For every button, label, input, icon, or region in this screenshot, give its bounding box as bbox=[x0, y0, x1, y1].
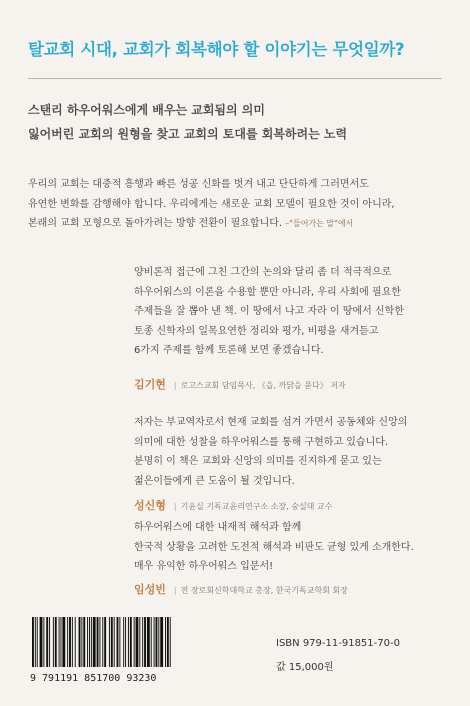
review-3 bbox=[134, 518, 448, 577]
review-line: 주제들을 잘 뽑아 낸 책. 이 땅에서 나고 자라 이 땅에서 신학한 bbox=[134, 306, 404, 317]
review-line: 한국적 상황을 고려한 도전적 해석과 비판도 균형 있게 소개한다. bbox=[134, 541, 414, 553]
intro-excerpt bbox=[28, 175, 448, 234]
reviewer-affiliation: 기윤실 기독교윤리연구소 소장, 숭실대 교수 bbox=[180, 502, 333, 511]
review-line: 하우어워스의 이론을 수용할 뿐만 아니라, 우리 사회에 필요한 bbox=[134, 286, 401, 298]
review-1 bbox=[134, 263, 448, 361]
headline: 탈교회 시대, 교회가 회복해야 할 이야기는 무엇일까? bbox=[28, 40, 405, 59]
review-2 bbox=[134, 413, 448, 491]
price: 값 15,000원 bbox=[276, 662, 334, 673]
reviewer-affiliation: 로고스교회 담임목사, 《읍, 까닭을 묻다》 저자 bbox=[180, 381, 346, 390]
subheading-1: 스탠리 하우어워스에게 배우는 교회됨의 의미 bbox=[28, 103, 265, 117]
reviewer-affiliation: 전 장로회신학대학교 총장, 한국기독교학회 회장 bbox=[180, 586, 348, 595]
divider bbox=[28, 78, 442, 79]
review-line: 하우어워스에 대한 내재적 해석과 함께 bbox=[134, 522, 302, 533]
barcode-image bbox=[30, 617, 228, 667]
review-line: 저자는 부교역자로서 현재 교회를 섬겨 가면서 공동체와 신앙의 bbox=[134, 417, 408, 428]
intro-line-text: 본래의 교회 모형으로 돌아가려는 방향 전환이 필요합니다. bbox=[28, 218, 283, 229]
reviewer-name: 성신형 bbox=[134, 499, 166, 512]
review-line: 젊은이들에게 큰 도움이 될 것입니다. bbox=[134, 475, 295, 487]
intro-line bbox=[28, 214, 448, 234]
review-line: 양비론적 접근에 그친 그간의 논의와 달리 좀 더 적극적으로 bbox=[134, 267, 392, 278]
intro-line: 우리의 교회는 대중적 흥행과 빠른 성공 신화를 벗겨 내고 단단하게 그러면서도 bbox=[28, 179, 369, 190]
barcode-number: 9 791191 851700 93230 bbox=[30, 673, 157, 684]
review-line: 분명히 이 책은 교회와 신앙의 의미를 진지하게 묻고 있는 bbox=[134, 456, 382, 467]
reviewer-name: 김기현 bbox=[134, 378, 166, 391]
reviewer-name: 임성빈 bbox=[134, 583, 166, 596]
isbn: ISBN 979-11-91851-70-0 bbox=[276, 638, 400, 649]
review-line: 의미에 대한 성찰을 하우어워스를 통해 구현하고 있습니다. bbox=[134, 436, 389, 448]
review-line: 토종 신학자의 일목요연한 정리와 평가, 비평을 새겨듣고 bbox=[134, 325, 379, 337]
intro-source: –"들어가는 말"에서 bbox=[285, 219, 354, 228]
subheading-2: 잃어버린 교회의 원형을 찾고 교회의 토대를 회복하려는 노력 bbox=[28, 127, 348, 141]
review-line: 매우 유익한 하우어워스 입문서! bbox=[134, 561, 274, 572]
review-3-signature: 임성빈 | 전 장로회신학대학교 총장, 한국기독교학회 회장 bbox=[134, 583, 348, 596]
intro-line: 유연한 변화를 감행해야 합니다. 우리에게는 새로운 교회 모델이 필요한 것이 아니라, bbox=[28, 198, 395, 210]
review-2-signature: 성신형 | 기윤실 기독교윤리연구소 소장, 숭실대 교수 bbox=[134, 499, 333, 512]
review-line: 6가지 주제를 함께 토론해 보면 좋겠습니다. bbox=[134, 345, 324, 356]
review-1-signature: 김기현 | 로고스교회 담임목사, 《읍, 까닭을 묻다》 저자 bbox=[134, 378, 346, 391]
